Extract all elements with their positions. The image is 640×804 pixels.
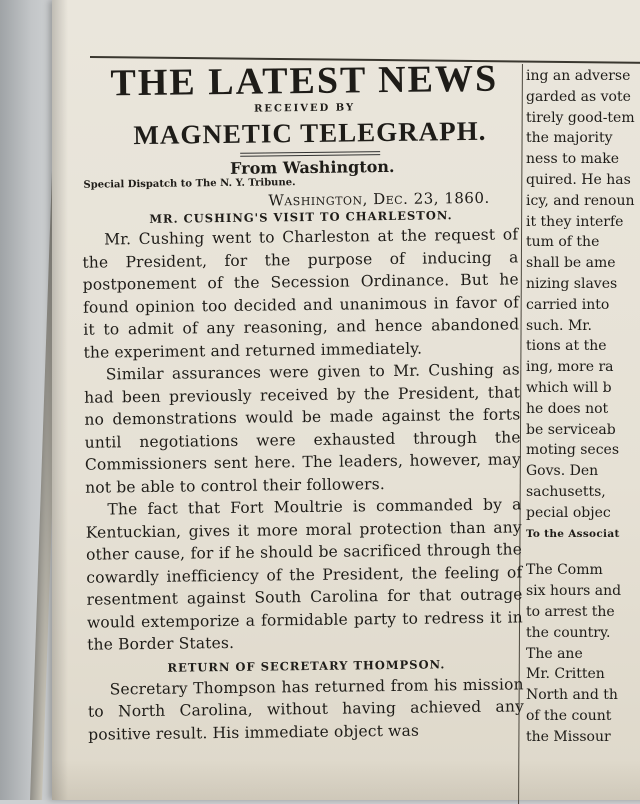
received-by-label: RECEIVED BY (253, 102, 356, 115)
column-gap (526, 544, 640, 560)
article-paragraph: Mr. Cushing went to Charleston at the request of the President, for the purpose of inducing a postponement of the Secession Ordinance. But he found opinion too decided and unanimous in favor of it to admit of any reasoning, and hence abandoned the experiment and returned immediately. (82, 225, 520, 362)
column-line: tum of the (526, 234, 600, 251)
column-line: The Comm (526, 562, 603, 579)
column-line: North and th (526, 687, 618, 704)
column-line: ing, more ra (526, 359, 614, 376)
column-line: quired. He has (526, 171, 631, 188)
column-line: of the count (526, 707, 612, 724)
column-line: tions at the (526, 338, 607, 355)
column-line: sachusetts, (526, 483, 606, 500)
article-body (82, 223, 523, 656)
column-line: it they interfe (526, 213, 624, 230)
column-line: nizing slaves (526, 275, 618, 292)
article-body-2 (88, 673, 525, 746)
column-line: to arrest the (526, 603, 615, 620)
column-line: the Missour (526, 728, 611, 745)
main-column (60, 54, 526, 746)
dispatch-credit: Special Dispatch to The N. Y. Tribune. (83, 177, 296, 191)
column-line: carried into (526, 296, 610, 313)
headline-rule (240, 151, 380, 157)
subheadline: MAGNETIC TELEGRAPH. (133, 115, 487, 151)
column-line: The ane (526, 645, 583, 662)
column-line: such. Mr. (526, 317, 592, 334)
adjacent-column (526, 66, 640, 748)
column-line: icy, and renoun (526, 192, 635, 209)
article-paragraph: The fact that Fort Moultrie is commanded by a Kentuckian, gives it more moral protection than any other cause, for if he should be sacrificed through the cowardly inefficiency of the President, the feeling of resentment against South Carolina for that outrage would extemporize a formidable party to redress it in the Border States. (85, 495, 523, 654)
column-line: the majority (526, 130, 613, 147)
from-heading: From Washington. (230, 156, 395, 178)
column-line: ing an adverse (526, 68, 631, 84)
column-line: shall be ame (526, 255, 616, 272)
section-heading-associated: To the Associat (526, 527, 620, 540)
section-heading-cushing: MR. CUSHING'S VISIT TO CHARLESTON. (149, 208, 453, 226)
column-line: tirely good-tem (526, 109, 635, 126)
column-line: which will b (526, 379, 612, 396)
column-line: ness to make (526, 151, 620, 168)
column-line: Mr. Critten (526, 666, 605, 683)
column-line: garded as vote (526, 88, 631, 105)
column-line: moting seces (526, 442, 620, 459)
dateline: Washington, Dec. 23, 1860. (268, 188, 490, 210)
column-line: six hours and (526, 583, 622, 600)
page-shading (52, 760, 640, 800)
column-line: Govs. Den (526, 463, 599, 480)
headline: THE LATEST NEWS (110, 57, 499, 105)
column-line: pecial objec (526, 504, 611, 521)
column-line: be serviceab (526, 421, 616, 438)
section-heading-thompson: RETURN OF SECRETARY THOMPSON. (167, 656, 446, 675)
article-paragraph: Secretary Thompson has returned from his mission to North Carolina, without having achieved any positive result. His immediate object was (87, 674, 525, 744)
article-paragraph: Similar assurances were given to Mr. Cushing as had been previously received by the President, that no demonstrations would be made against the forts until negotiations were exhausted through the Commissioners sent here. The leaders, however, may not be able to control their followers. (84, 360, 522, 497)
column-line: the country. (526, 624, 611, 641)
column-line: he does not (526, 400, 609, 417)
